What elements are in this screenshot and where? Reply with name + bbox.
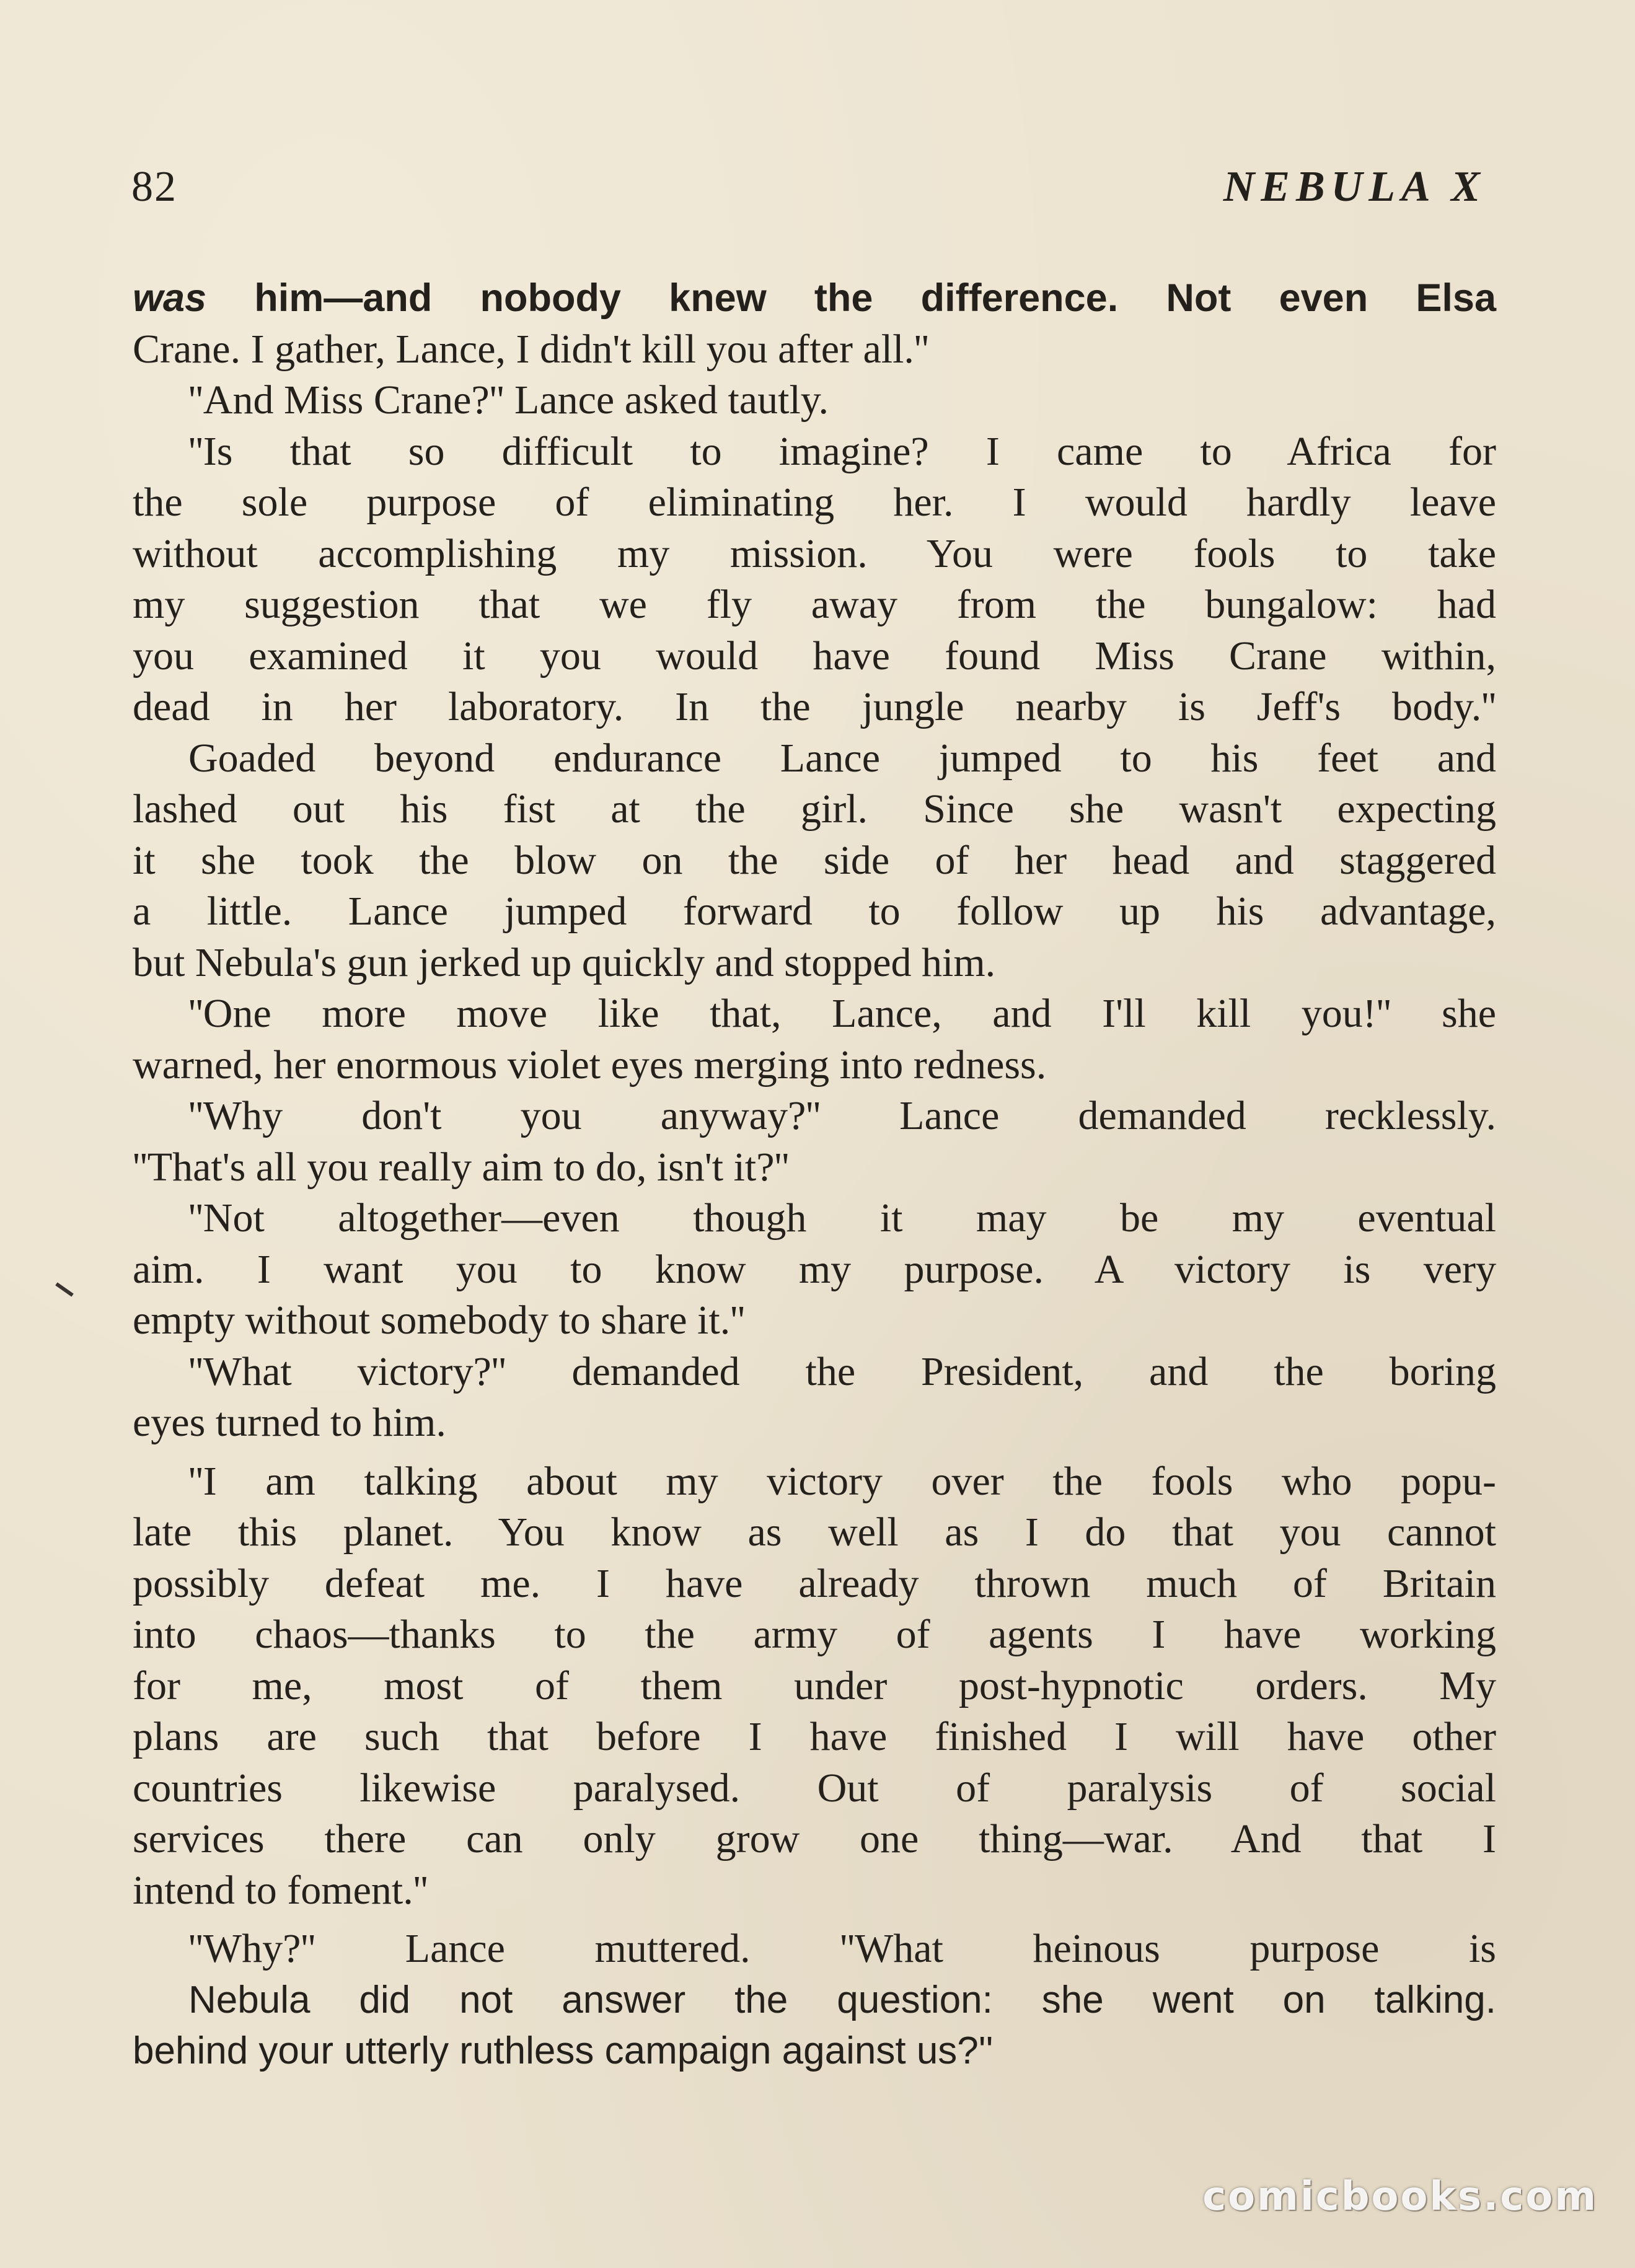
- text-line: warned, her enormous violet eyes merging into redness.: [133, 1042, 1047, 1088]
- text-line: late this planet. You know as well as I do that you cannot: [133, 1510, 1496, 1555]
- text-line: it she took the blow on the side of her head and staggered: [133, 837, 1496, 883]
- text-line: ''One more move like that, Lance, and I'll kill you!'' she: [188, 991, 1496, 1036]
- text-line: a little. Lance jumped forward to follow up his advantage,: [133, 889, 1496, 934]
- text-line: ''That's all you really aim to do, isn't it?'': [133, 1144, 790, 1190]
- text-line: aim. I want you to know my purpose. A victory is very: [133, 1246, 1496, 1292]
- text-line-content: him—and nobody knew the difference. Not even Elsa: [206, 276, 1496, 320]
- page-header: [131, 162, 1486, 218]
- text-line: ''Why?'' Lance muttered. ''What heinous purpose is: [188, 1926, 1496, 1971]
- paragraph-gap: [133, 1916, 1496, 1923]
- text-line: empty without somebody to share it.'': [133, 1298, 746, 1343]
- text-line: but Nebula's gun jerked up quickly and stopped him.: [133, 939, 996, 985]
- text-line: without accomplishing my mission. You were fools to take: [133, 530, 1496, 576]
- text-line: services there can only grow one thing—war. And that I: [133, 1816, 1496, 1861]
- text-line: possibly defeat me. I have already thrown much of Britain: [133, 1560, 1496, 1606]
- text-line: ''What victory?'' demanded the President, and the boring: [188, 1348, 1496, 1394]
- text-line: ''And Miss Crane?'' Lance asked tautly.: [188, 377, 829, 423]
- text-line: plans are such that before I have finished I will have other: [133, 1714, 1496, 1759]
- text-line: lashed out his fist at the girl. Since she wasn't expecting: [133, 786, 1496, 832]
- watermark: comicbooks.com: [1202, 2174, 1598, 2220]
- text-line: the sole purpose of eliminating her. I would hardly leave: [133, 480, 1496, 525]
- text-line: behind your utterly ruthless campaign against us?'': [133, 2029, 994, 2072]
- margin-mark: [55, 1282, 74, 1296]
- text-line: [133, 273, 1496, 324]
- paragraph-gap: [133, 1449, 1496, 1456]
- text-line: ''Is that so difficult to imagine? I came to Africa for: [188, 428, 1496, 474]
- body-text: [133, 273, 1496, 2077]
- text-line: for me, most of them under post-hypnotic orders. My: [133, 1663, 1496, 1708]
- text-line: dead in her laboratory. In the jungle nearby is Jeff's body.'': [133, 684, 1496, 729]
- text-line: Goaded beyond endurance Lance jumped to his feet and: [188, 735, 1496, 781]
- page-number: 82: [131, 163, 177, 211]
- text-line: Crane. I gather, Lance, I didn't kill you after all.'': [133, 326, 929, 372]
- text-line: Nebula did not answer the question: she went on talking.: [188, 1978, 1496, 2021]
- text-line: intend to foment.'': [133, 1867, 428, 1913]
- text-line: my suggestion that we fly away from the bungalow: had: [133, 582, 1496, 627]
- running-title: NEBULA X: [1223, 163, 1486, 211]
- text-line: countries likewise paralysed. Out of paralysis of social: [133, 1765, 1496, 1811]
- text-line: eyes turned to him.: [133, 1400, 446, 1445]
- italic-word: was: [133, 276, 207, 320]
- text-line: ''Why don't you anyway?'' Lance demanded recklessly.: [188, 1093, 1496, 1138]
- text-line: ''Not altogether—even though it may be my eventual: [188, 1195, 1496, 1241]
- text-line: you examined it you would have found Miss Crane within,: [133, 633, 1496, 679]
- text-line: ''I am talking about my victory over the fools who popu-: [188, 1458, 1496, 1504]
- text-line: into chaos—thanks to the army of agents I have working: [133, 1612, 1496, 1657]
